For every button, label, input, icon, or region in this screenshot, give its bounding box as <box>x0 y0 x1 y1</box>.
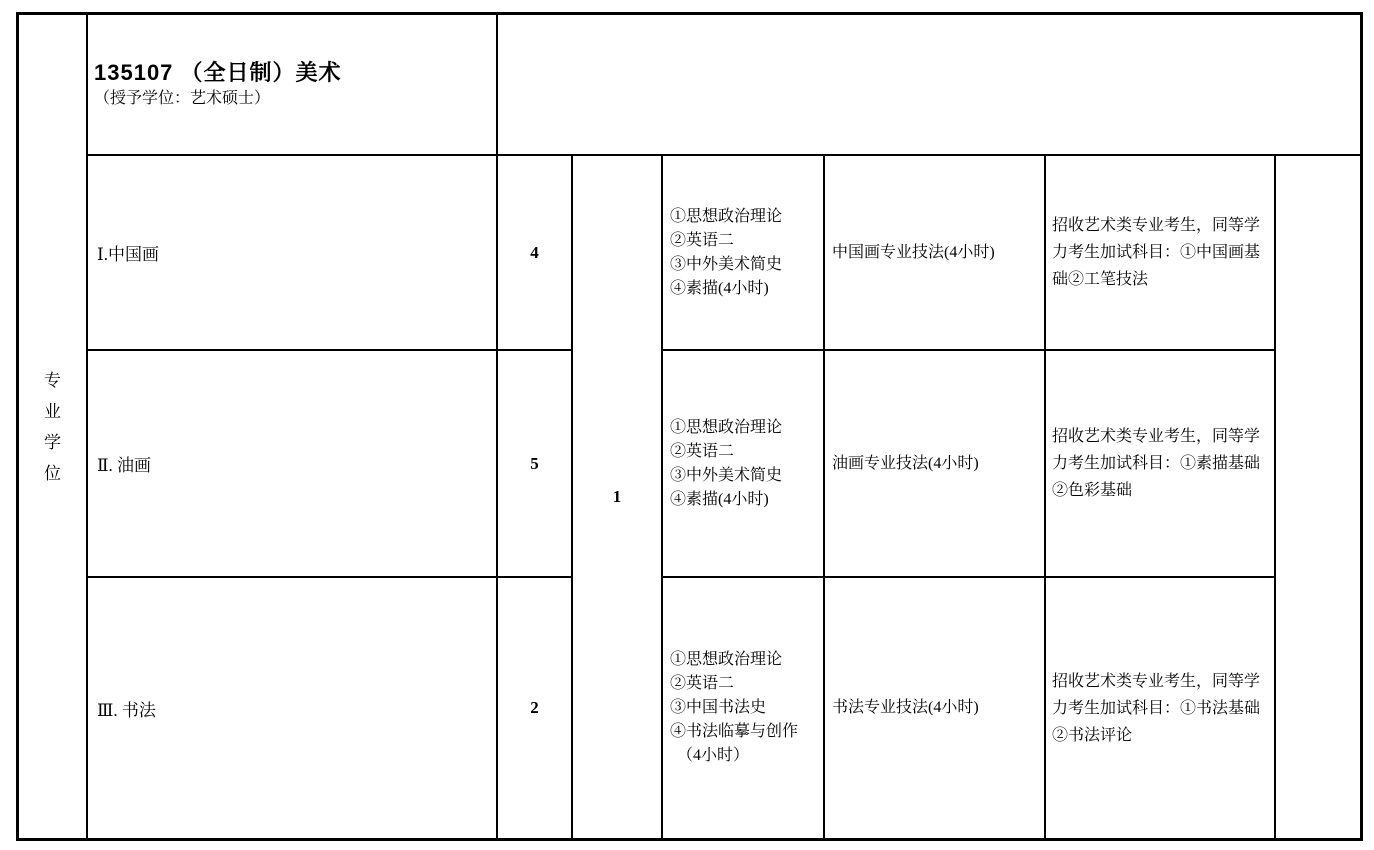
exam-subject-line: ②英语二 <box>670 231 735 249</box>
exam-subjects-cell <box>663 578 825 838</box>
enrollment-count-value: 2 <box>530 698 539 717</box>
remarks-text: 招收艺术类专业考生，同等学力考生加试科目：①素描基础②色彩基础 <box>1052 428 1261 499</box>
enrollment-count-cell <box>498 156 573 351</box>
remarks-cell <box>1046 351 1276 578</box>
header-spacer-cell <box>498 15 1360 156</box>
exam-subject-line: ①思想政治理论 <box>670 418 783 436</box>
program-name-label: Ⅰ.中国画 <box>97 245 159 264</box>
remarks-text: 招收艺术类专业考生，同等学力考生加试科目：①中国画基础②工笔技法 <box>1052 217 1261 288</box>
professional-exam-cell <box>825 351 1046 578</box>
exam-subject-line: ④书法临摹与创作 <box>670 723 799 740</box>
group-enrollment-value: 1 <box>612 487 622 506</box>
program-name-label: Ⅲ. 书法 <box>97 700 156 720</box>
exam-subject-line: ①思想政治理论 <box>670 651 783 668</box>
professional-exam-label: 油画专业技法(4小时) <box>832 454 979 472</box>
program-header-cell <box>88 15 498 156</box>
degree-award-note: （授予学位：艺术硕士） <box>94 89 271 107</box>
right-spacer-cell <box>1276 156 1360 838</box>
program-name-cell <box>88 351 498 578</box>
group-enrollment-cell <box>573 156 663 838</box>
professional-exam-cell <box>825 578 1046 838</box>
admissions-table <box>16 12 1363 841</box>
exam-subject-line: ②英语二 <box>670 442 735 460</box>
exam-subject-line: ③中国书法史 <box>670 699 767 716</box>
exam-subject-line: ③中外美术简史 <box>670 466 783 484</box>
program-code-title: 135107 （全日制）美术 <box>94 59 342 85</box>
professional-exam-label: 中国画专业技法(4小时) <box>832 243 995 261</box>
enrollment-count-value: 4 <box>530 242 539 262</box>
exam-subject-line: ④素描(4小时) <box>670 279 769 297</box>
program-name-cell <box>88 156 498 351</box>
degree-type-label: 专业学位 <box>44 370 61 483</box>
remarks-text: 招收艺术类专业考生，同等学力考生加试科目：①书法基础②书法评论 <box>1052 672 1261 744</box>
enrollment-count-cell <box>498 351 573 578</box>
degree-type-cell <box>19 15 88 838</box>
enrollment-count-cell <box>498 578 573 838</box>
remarks-cell <box>1046 156 1276 351</box>
exam-subjects-cell <box>663 156 825 351</box>
exam-subject-line: ②英语二 <box>670 675 735 692</box>
exam-subject-line: ①思想政治理论 <box>670 207 783 225</box>
exam-subject-line: ③中外美术简史 <box>670 255 783 273</box>
exam-subjects-cell <box>663 351 825 578</box>
exam-subject-line: ④素描(4小时) <box>670 490 769 508</box>
enrollment-count-value: 5 <box>530 453 539 473</box>
program-name-label: Ⅱ. 油画 <box>97 456 152 475</box>
program-name-cell <box>88 578 498 838</box>
professional-exam-cell <box>825 156 1046 351</box>
exam-subject-line: （4小时） <box>677 747 750 764</box>
remarks-cell <box>1046 578 1276 838</box>
professional-exam-label: 书法专业技法(4小时) <box>832 699 979 716</box>
